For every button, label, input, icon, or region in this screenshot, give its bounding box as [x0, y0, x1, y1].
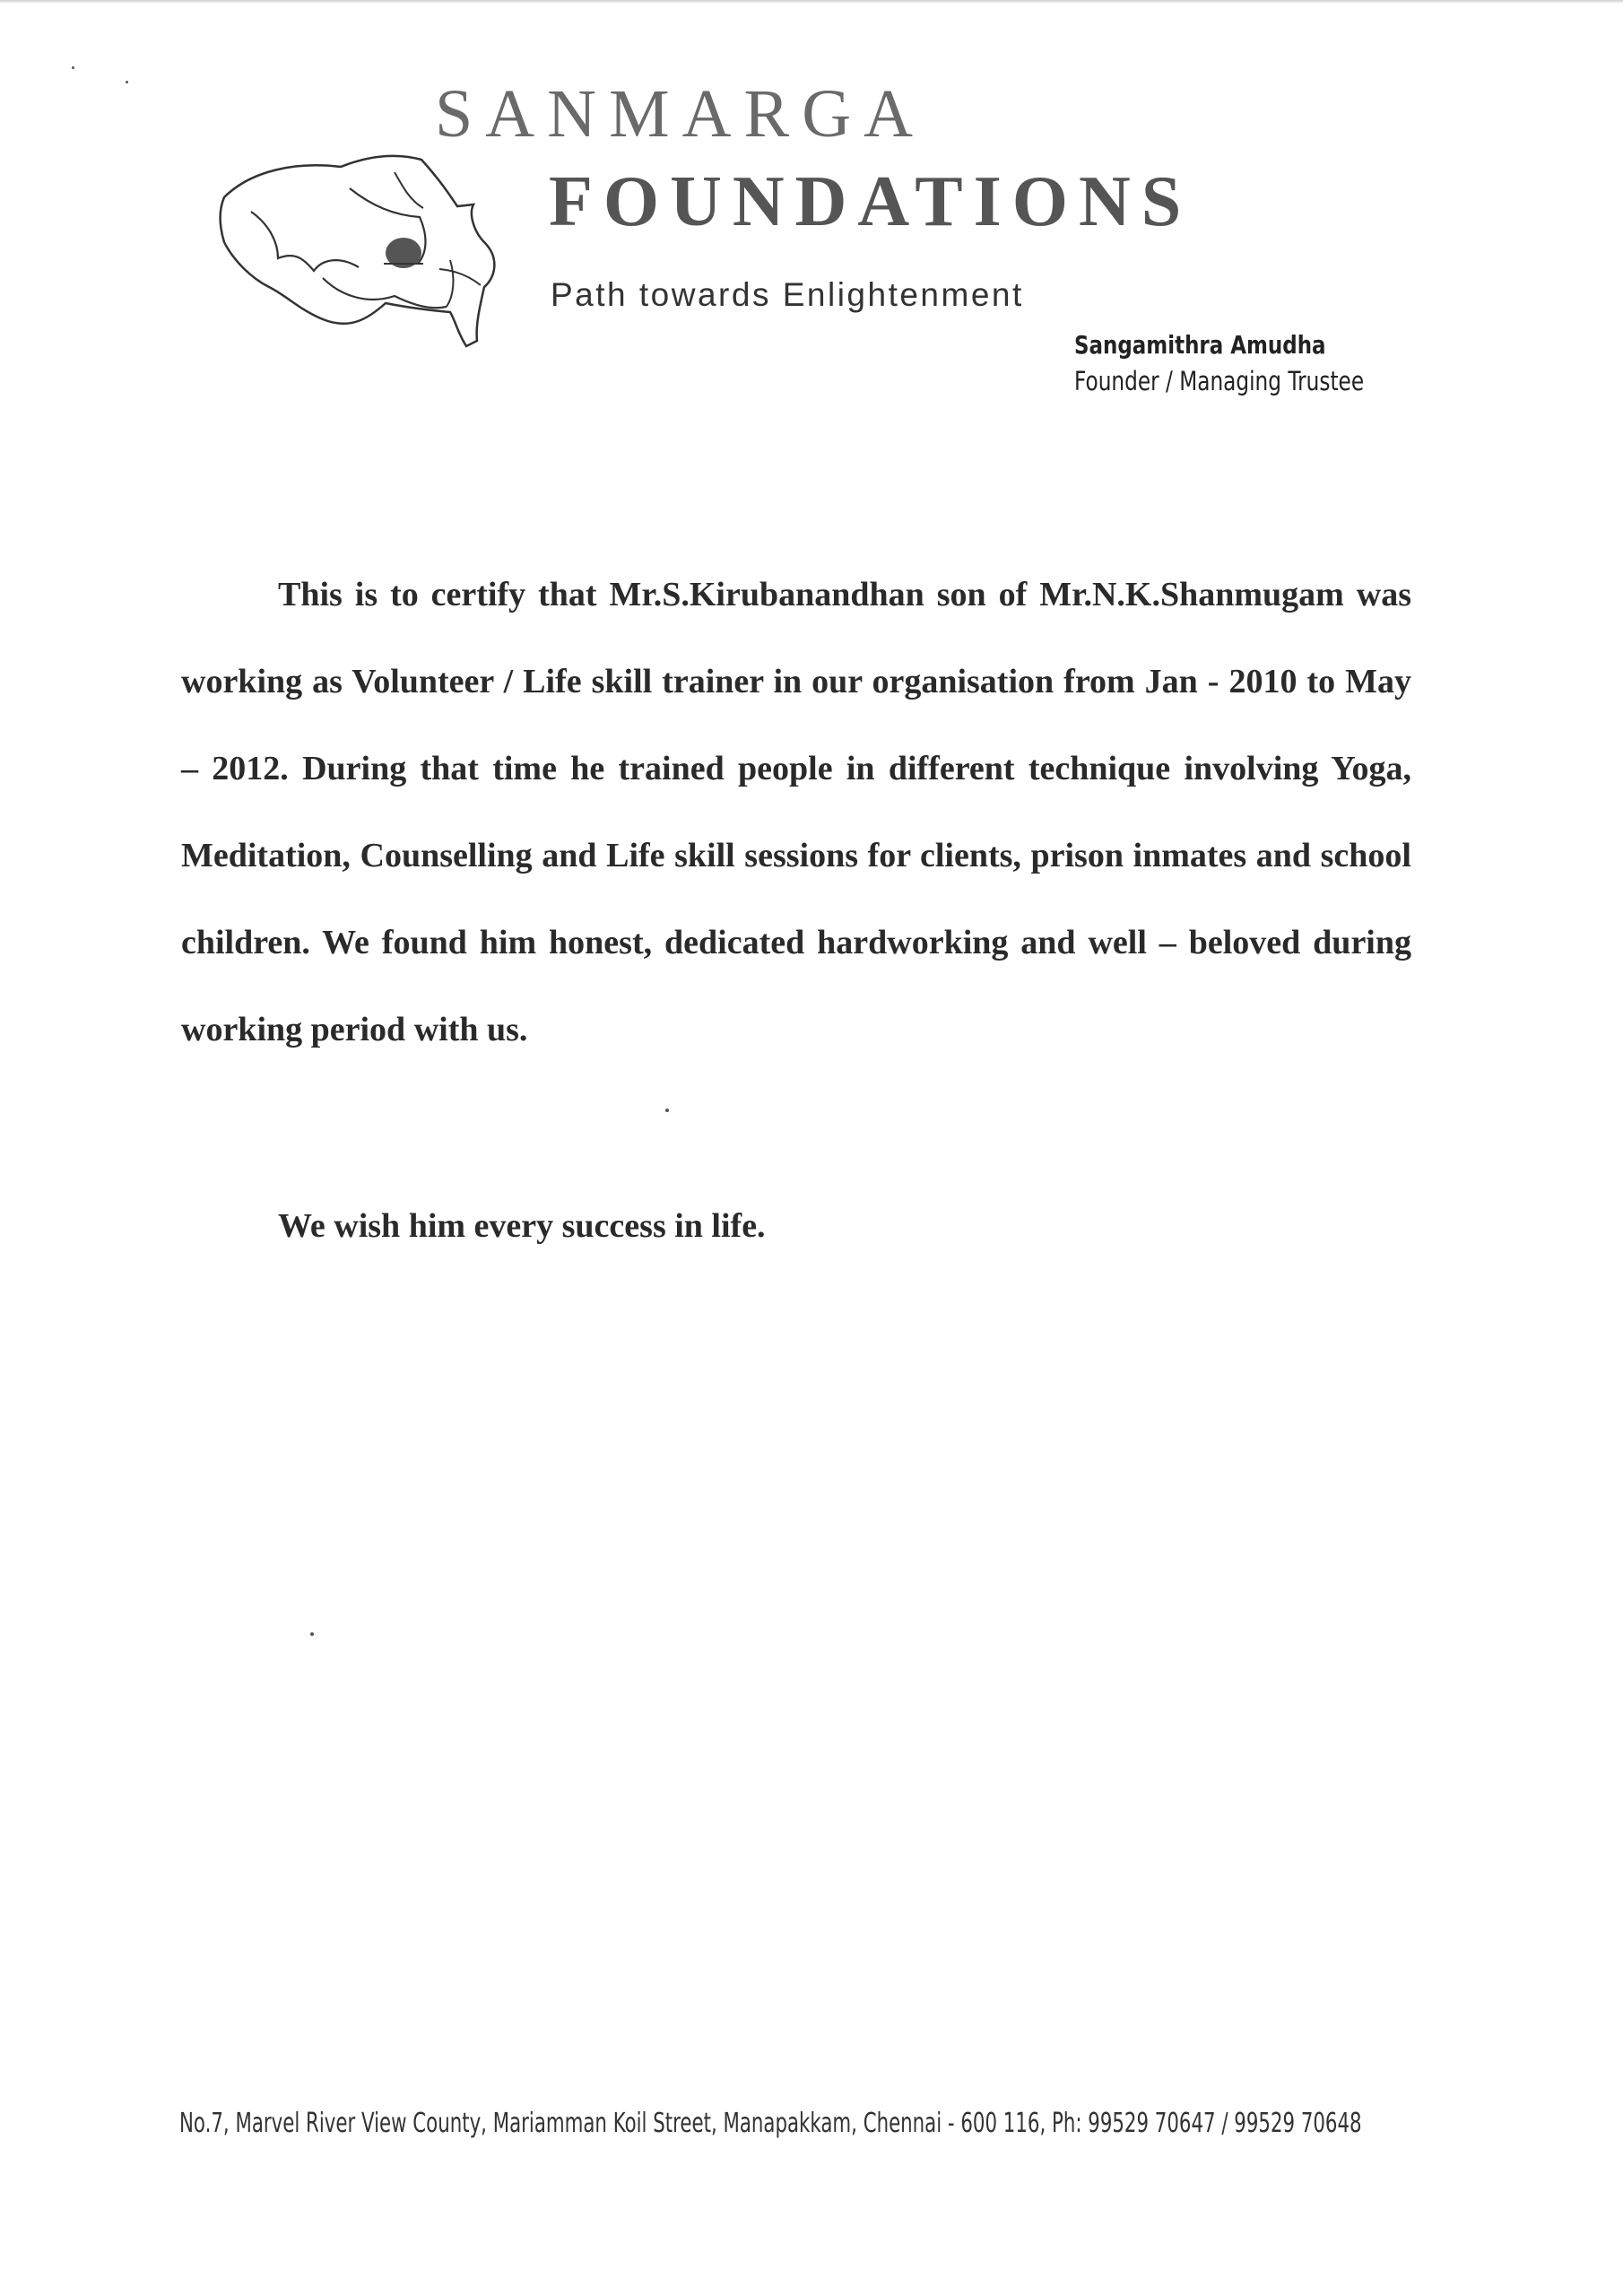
founder-title: Founder / Managing Trustee	[1074, 366, 1365, 396]
founder-name: Sangamithra Amudha	[1074, 330, 1326, 360]
org-name-line1: SANMARGA	[435, 76, 925, 152]
footer-address: No.7, Marvel River View County, Mariamman Koil Street, Manapakkam, Chennai - 600 116, Ph: 99529 70647 / 99529 70648	[179, 2108, 1362, 2139]
org-tagline: Path towards Enlightenment	[551, 276, 1024, 313]
scan-speck	[310, 1632, 314, 1636]
scan-edge	[0, 0, 1623, 4]
closing-line: We wish him every success in life.	[278, 1207, 766, 1245]
scan-speck	[665, 1109, 669, 1112]
org-name-line2: FOUNDATIONS	[549, 162, 1193, 241]
certificate-paragraph: This is to certify that Mr.S.Kirubanandhan son of Mr.N.K.Shanmugam was working as Volunteer / Life skill trainer in our organisation from Jan - 2010 to May – 2012. During that time he trained people in different technique involving Yoga, Meditation, Counselling and Life skill sessions for clients, prison inmates and school children. We found him honest, dedicated hardworking and well – beloved during working period with us.	[181, 576, 1411, 1048]
lotus-sun-logo-icon	[215, 152, 538, 350]
scan-speck	[72, 66, 74, 69]
scan-speck	[126, 81, 128, 83]
